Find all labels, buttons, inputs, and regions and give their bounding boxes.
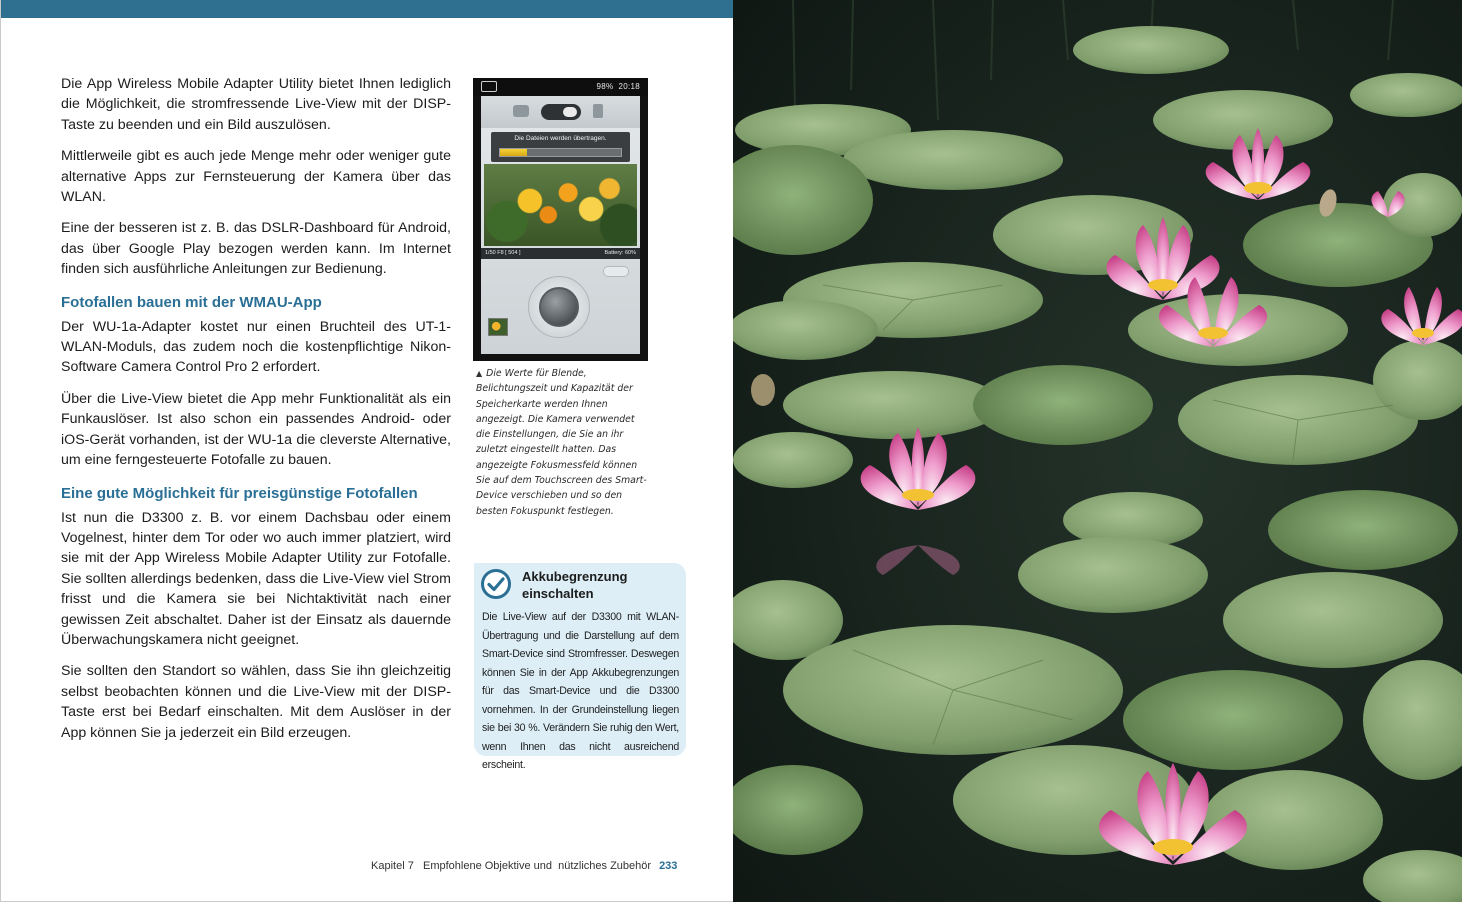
exposure-settings: 1/50 F8 [ 504 ]	[485, 250, 521, 256]
water-lily-photo	[733, 0, 1462, 902]
tip-title: Akkubegrenzung einschalten	[522, 569, 628, 601]
section-heading: Eine gute Möglichkeit für preisgünstige Fotofallen	[61, 484, 418, 502]
liveview-image	[484, 164, 637, 246]
phone-screenshot	[473, 78, 648, 361]
paragraph: Über die Live-View bietet die App mehr Funktionalität als ein Funkauslöser. Ist also schon ein passendes Android- oder iOS-Gerät vorhanden, ist der WU-1a die cleverste Alternative, um eine ferngesteuerte Fotofalle zu bauen.	[61, 390, 451, 469]
phone-icon	[593, 104, 603, 118]
figure-caption	[476, 366, 650, 519]
transfer-dialog	[491, 132, 630, 162]
zoom-button	[603, 266, 629, 277]
tip-body: Die Live-View auf der D3300 mit WLAN-Übertragung und die Darstellung auf dem Smart-Device sind Stromfresser. Deswegen können Sie in der App Akkubegrenzungen für das Smart-Device und die D3300 vornehmen. In der Grundeinstellung liegen sie bei 30 %. Verändern Sie ruhig den Wert, wenn Ihnen das nicht ausreichend erscheint.	[482, 611, 679, 771]
checkmark-icon	[481, 569, 511, 599]
last-image-thumbnail	[488, 318, 508, 336]
paragraph: Der WU-1a-Adapter kostet nur einen Bruchteil des UT-1-WLAN-Moduls, das zudem noch die kostenpflichtige Nikon-Software Camera Control Pro 2 erfordert.	[61, 318, 451, 376]
shutter-button-ring	[528, 276, 590, 338]
paragraph: Die App Wireless Mobile Adapter Utility bietet Ihnen lediglich die Möglichkeit, die stromfressende Live-View mit der DISP-Taste zu beenden und ein Bild auszulösen.	[61, 76, 451, 133]
battery-level: 98%	[596, 82, 614, 91]
liveview-info-bar	[481, 248, 640, 259]
page-footer	[371, 860, 691, 872]
paragraph: Mittlerweile gibt es auch jede Menge mehr oder weniger gute alternative Apps zur Fernsteuerung der Kamera über das WLAN.	[61, 148, 451, 206]
transfer-progress-bar	[499, 148, 622, 157]
caption-text: Die Werte für Blende, Belichtungszeit und Kapazität der Speicherkarte werden Ihnen angezeigt. Die Kamera verwendet die Einstellungen, die Sie an ihr zuletzt eingestellt hatten. Das angezeigte Fokusmessfeld können Sie auf dem Touchscreen des Smart-Device verschieben und so den besten Fokuspunkt festlegen.	[476, 368, 647, 517]
tip-box	[474, 563, 686, 771]
mode-bar	[481, 96, 640, 128]
battery-status: Battery: 60%	[604, 250, 636, 256]
transfer-label: Die Dateien werden übertragen.	[514, 135, 607, 142]
clock: 20:18	[618, 82, 640, 91]
app-icon	[481, 81, 497, 92]
checkmark-icon-graphic	[484, 572, 508, 596]
paragraph: Ist nun die D3300 z. B. vor einem Dachsbau oder einem Vogelnest, hinter dem Tor oder wo auch immer platziert, wird sie mit der App Wireless Mobile Adapter Utility zur Fotofalle. Sie sollten allerdings bedenken, dass die Live-View viel Strom frisst und die Kamera sie bei Nichtaktivität nach einer gewissen Zeit abschaltet. Daher ist der Einsatz als dauernde Überwachungskamera nicht geeignet.	[61, 509, 451, 648]
camera-icon	[513, 105, 529, 117]
mode-toggle	[541, 104, 581, 120]
paragraph: Sie sollten den Standort so wählen, dass Sie ihn gleichzeitig selbst beobachten können und die Live-View mit der DISP-Taste erst bei Bedarf einschalten. Mit dem Auslöser in der App können Sie ja jederzeit ein Bild erzeugen.	[61, 663, 451, 741]
shutter-button	[539, 287, 579, 327]
phone-screen	[481, 96, 640, 354]
paragraph: Eine der besseren ist z. B. das DSLR-Dashboard für Android, das über Google Play bezogen werden kann. Im Internet finden sich ausführliche Anleitungen zur Bedienung.	[61, 220, 451, 278]
caption-marker: ▲	[476, 369, 483, 378]
water-lily-illustration	[733, 0, 1462, 902]
page-header-bar	[1, 0, 734, 18]
phone-status-bar	[473, 78, 648, 96]
section-heading: Fotofallen bauen mit der WMAU-App	[61, 293, 322, 311]
chapter-title: Kapitel 7 Empfohlene Objektive und nützliches Zubehör	[371, 860, 652, 872]
transfer-progress-fill	[500, 149, 527, 156]
main-text-column	[61, 74, 451, 754]
page-number: 233	[659, 860, 678, 872]
